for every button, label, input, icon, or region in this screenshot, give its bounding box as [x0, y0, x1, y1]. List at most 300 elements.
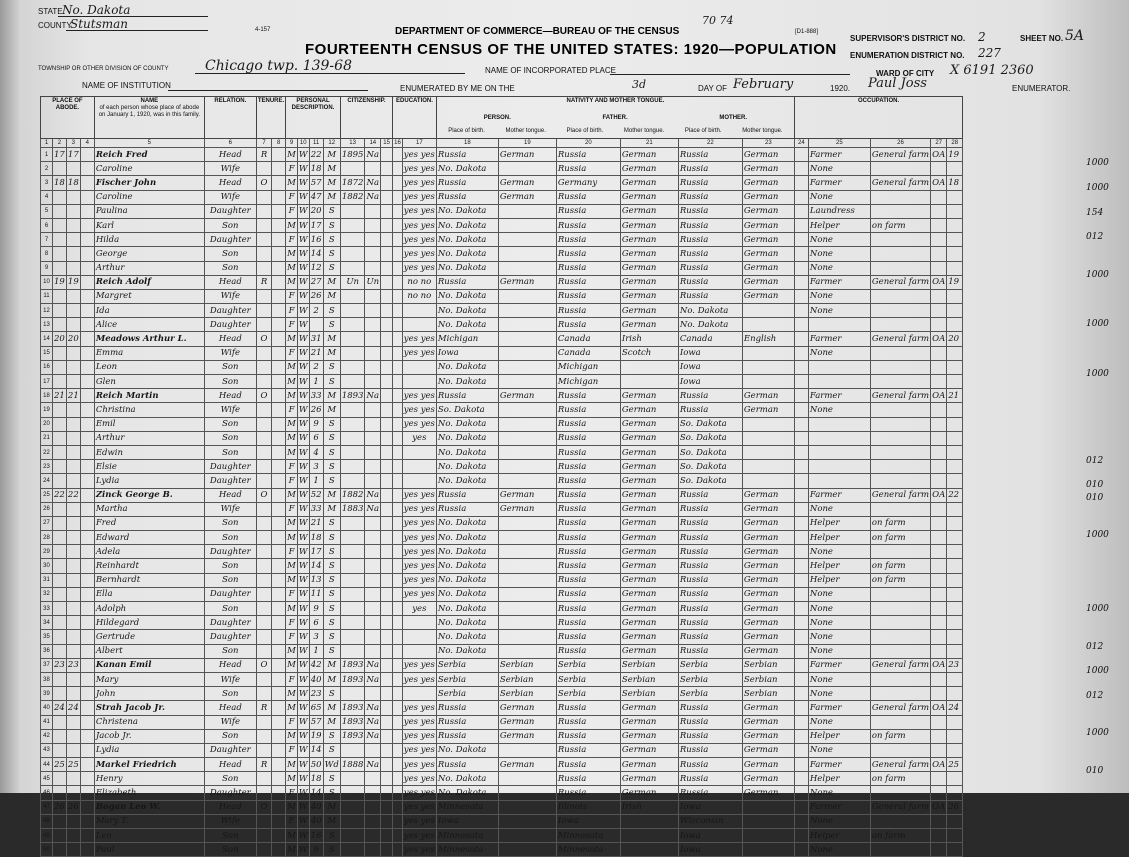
- industry: [870, 460, 930, 474]
- mother-mother-tongue: [742, 318, 794, 332]
- father-birthplace: Russia: [556, 218, 620, 232]
- employment-class: OA: [931, 148, 947, 162]
- margin-code: 1000: [1086, 604, 1109, 615]
- immigration-year: [340, 743, 365, 757]
- father-mother-tongue: German: [620, 786, 678, 800]
- relation: Son: [204, 431, 256, 445]
- industry: [870, 630, 930, 644]
- immigration-year: 1893: [340, 701, 365, 715]
- immigration-year: [340, 772, 365, 786]
- mortgage: [272, 318, 286, 332]
- farm-schedule: [947, 531, 963, 545]
- year-text: 1920.: [830, 84, 851, 93]
- nat-year: [381, 829, 393, 843]
- column-number: 19: [498, 139, 556, 148]
- age: 57: [309, 715, 323, 729]
- hdr-person: PERSON.: [483, 115, 511, 121]
- marital-status: S: [323, 729, 340, 743]
- mortgage: [272, 247, 286, 261]
- sex: F: [286, 460, 298, 474]
- family-number: [66, 616, 80, 630]
- mortgage: [272, 389, 286, 403]
- mother-tongue: [498, 304, 556, 318]
- father-birthplace: Serbia: [556, 687, 620, 701]
- relation: Son: [204, 559, 256, 573]
- mother-birthplace: Serbia: [678, 687, 742, 701]
- speaks-english: [794, 687, 808, 701]
- table-row: [41, 502, 963, 516]
- father-mother-tongue: Serbian: [620, 687, 678, 701]
- industry: [870, 715, 930, 729]
- attended-school: [393, 502, 403, 516]
- mother-tongue: [498, 332, 556, 346]
- attended-school: [393, 204, 403, 218]
- birthplace: Russia: [436, 275, 498, 289]
- literacy: yes yes: [402, 176, 436, 190]
- nat-year: [381, 672, 393, 686]
- literacy: yes yes: [402, 772, 436, 786]
- farm-schedule: 20: [947, 332, 963, 346]
- literacy: yes yes: [402, 587, 436, 601]
- nat-year: [381, 304, 393, 318]
- home-tenure: [256, 190, 271, 204]
- family-number: [66, 346, 80, 360]
- home-tenure: [256, 375, 271, 389]
- sex: M: [286, 516, 298, 530]
- sex: M: [286, 701, 298, 715]
- table-row: [41, 204, 963, 218]
- person-name: Mary: [94, 672, 204, 686]
- dwelling-number: 17: [53, 148, 67, 162]
- marital-status: S: [323, 616, 340, 630]
- sex: F: [286, 233, 298, 247]
- margin-code: 012: [1086, 232, 1104, 243]
- race: W: [297, 502, 309, 516]
- age: 16: [309, 829, 323, 843]
- sheet-label: SHEET NO.: [1020, 34, 1064, 43]
- race: W: [297, 304, 309, 318]
- sex: M: [286, 275, 298, 289]
- mother-tongue: [498, 375, 556, 389]
- race: W: [297, 545, 309, 559]
- street: [80, 289, 94, 303]
- dwelling-number: [53, 630, 67, 644]
- line-number: 13: [41, 318, 53, 332]
- occupation: Farmer: [808, 148, 870, 162]
- race: W: [297, 417, 309, 431]
- immigration-year: [340, 545, 365, 559]
- dwelling-number: [53, 772, 67, 786]
- age: 19: [309, 729, 323, 743]
- relation: Daughter: [204, 587, 256, 601]
- institution-label: NAME OF INSTITUTION: [82, 81, 171, 90]
- mortgage: [272, 403, 286, 417]
- form-number: 4-157: [255, 27, 271, 33]
- occupation: Laundress: [808, 204, 870, 218]
- naturalization: [365, 233, 381, 247]
- farm-schedule: [947, 743, 963, 757]
- relation: Head: [204, 275, 256, 289]
- mother-tongue: [498, 800, 556, 814]
- mother-birthplace: Russia: [678, 743, 742, 757]
- mother-mother-tongue: German: [742, 403, 794, 417]
- dwelling-number: [53, 375, 67, 389]
- speaks-english: [794, 701, 808, 715]
- immigration-year: [340, 531, 365, 545]
- industry: General farm: [870, 758, 930, 772]
- father-birthplace: Russia: [556, 715, 620, 729]
- speaks-english: [794, 644, 808, 658]
- mother-mother-tongue: [742, 800, 794, 814]
- immigration-year: [340, 687, 365, 701]
- occupation: Farmer: [808, 800, 870, 814]
- column-number: 3: [66, 139, 80, 148]
- person-name: Reich Fred: [94, 148, 204, 162]
- sex: M: [286, 360, 298, 374]
- age: 1: [309, 474, 323, 488]
- employment-class: [931, 289, 947, 303]
- home-tenure: [256, 715, 271, 729]
- speaks-english: [794, 843, 808, 857]
- mother-tongue: [498, 318, 556, 332]
- dwelling-number: [53, 814, 67, 828]
- column-number: 24: [794, 139, 808, 148]
- dwelling-number: [53, 743, 67, 757]
- industry: [870, 304, 930, 318]
- farm-schedule: [947, 247, 963, 261]
- marital-status: S: [323, 644, 340, 658]
- father-birthplace: Michigan: [556, 360, 620, 374]
- father-mother-tongue: German: [620, 304, 678, 318]
- immigration-year: 1893: [340, 389, 365, 403]
- age: 6: [309, 431, 323, 445]
- race: W: [297, 332, 309, 346]
- mother-mother-tongue: Serbian: [742, 687, 794, 701]
- line-number: 30: [41, 559, 53, 573]
- birthplace: No. Dakota: [436, 772, 498, 786]
- mother-tongue: [498, 772, 556, 786]
- hdr-pob-3: Place of birth.: [684, 128, 722, 134]
- age: 31: [309, 332, 323, 346]
- line-number: 38: [41, 672, 53, 686]
- mother-mother-tongue: German: [742, 701, 794, 715]
- table-row: [41, 289, 963, 303]
- mother-mother-tongue: German: [742, 644, 794, 658]
- employment-class: [931, 247, 947, 261]
- attended-school: [393, 389, 403, 403]
- attended-school: [393, 602, 403, 616]
- birthplace: No. Dakota: [436, 516, 498, 530]
- birthplace: No. Dakota: [436, 559, 498, 573]
- table-row: [41, 304, 963, 318]
- immigration-year: [340, 587, 365, 601]
- literacy: yes yes: [402, 531, 436, 545]
- family-number: [66, 375, 80, 389]
- nat-year: [381, 218, 393, 232]
- mother-birthplace: Russia: [678, 218, 742, 232]
- literacy: [402, 460, 436, 474]
- father-mother-tongue: German: [620, 758, 678, 772]
- mother-tongue: German: [498, 488, 556, 502]
- street: [80, 488, 94, 502]
- home-tenure: O: [256, 389, 271, 403]
- naturalization: [365, 318, 381, 332]
- incorporated-label: NAME OF INCORPORATED PLACE: [485, 66, 616, 75]
- person-name: John: [94, 687, 204, 701]
- sex: F: [286, 318, 298, 332]
- mother-mother-tongue: German: [742, 218, 794, 232]
- immigration-year: [340, 332, 365, 346]
- margin-code: 010: [1086, 765, 1104, 776]
- father-mother-tongue: German: [620, 545, 678, 559]
- sex: F: [286, 204, 298, 218]
- line-number: 24: [41, 474, 53, 488]
- home-tenure: [256, 531, 271, 545]
- person-name: Caroline: [94, 190, 204, 204]
- speaks-english: [794, 559, 808, 573]
- street: [80, 602, 94, 616]
- table-row: [41, 417, 963, 431]
- speaks-english: [794, 587, 808, 601]
- family-number: [66, 431, 80, 445]
- race: W: [297, 218, 309, 232]
- race: W: [297, 375, 309, 389]
- mother-tongue: [498, 829, 556, 843]
- home-tenure: [256, 346, 271, 360]
- immigration-year: [340, 417, 365, 431]
- mother-birthplace: Russia: [678, 531, 742, 545]
- family-number: [66, 417, 80, 431]
- column-number: 22: [678, 139, 742, 148]
- farm-schedule: [947, 218, 963, 232]
- father-mother-tongue: [620, 375, 678, 389]
- column-number: 17: [402, 139, 436, 148]
- speaks-english: [794, 758, 808, 772]
- age: 17: [309, 545, 323, 559]
- mortgage: [272, 829, 286, 843]
- age: 14: [309, 247, 323, 261]
- mother-tongue: [498, 531, 556, 545]
- column-number: 23: [742, 139, 794, 148]
- family-number: [66, 829, 80, 843]
- age: 1: [309, 375, 323, 389]
- dwelling-number: [53, 545, 67, 559]
- age: 40: [309, 800, 323, 814]
- line-number: 18: [41, 389, 53, 403]
- mother-mother-tongue: [742, 474, 794, 488]
- age: 9: [309, 417, 323, 431]
- family-number: [66, 474, 80, 488]
- age: 50: [309, 758, 323, 772]
- mortgage: [272, 375, 286, 389]
- birthplace: Russia: [436, 176, 498, 190]
- industry: [870, 616, 930, 630]
- home-tenure: R: [256, 148, 271, 162]
- mother-mother-tongue: German: [742, 602, 794, 616]
- mother-mother-tongue: [742, 460, 794, 474]
- mortgage: [272, 701, 286, 715]
- industry: General farm: [870, 332, 930, 346]
- father-birthplace: Russia: [556, 701, 620, 715]
- farm-schedule: [947, 346, 963, 360]
- relation: Son: [204, 687, 256, 701]
- line-number: 4: [41, 190, 53, 204]
- hdr-citizenship: CITIZENSHIP.: [340, 97, 392, 139]
- attended-school: [393, 743, 403, 757]
- nat-year: [381, 531, 393, 545]
- sex: M: [286, 843, 298, 857]
- column-number: 16: [394, 139, 401, 146]
- naturalization: [365, 786, 381, 800]
- person-name: Alice: [94, 318, 204, 332]
- column-number: 5: [94, 139, 204, 148]
- family-number: [66, 687, 80, 701]
- home-tenure: [256, 616, 271, 630]
- dwelling-number: [53, 531, 67, 545]
- relation: Daughter: [204, 545, 256, 559]
- person-name: Karl: [94, 218, 204, 232]
- employment-class: [931, 545, 947, 559]
- speaks-english: [794, 318, 808, 332]
- mother-birthplace: Russia: [678, 233, 742, 247]
- father-mother-tongue: Serbian: [620, 672, 678, 686]
- literacy: yes yes: [402, 346, 436, 360]
- mortgage: [272, 843, 286, 857]
- speaks-english: [794, 190, 808, 204]
- dwelling-number: [53, 204, 67, 218]
- immigration-year: 1895: [340, 148, 365, 162]
- mother-tongue: German: [498, 190, 556, 204]
- home-tenure: [256, 729, 271, 743]
- nat-year: [381, 786, 393, 800]
- nat-year: [381, 545, 393, 559]
- marital-status: S: [323, 218, 340, 232]
- industry: on farm: [870, 772, 930, 786]
- employment-class: [931, 360, 947, 374]
- industry: [870, 261, 930, 275]
- race: W: [297, 687, 309, 701]
- line-number: 29: [41, 545, 53, 559]
- mother-mother-tongue: German: [742, 545, 794, 559]
- age: 3: [309, 630, 323, 644]
- father-mother-tongue: German: [620, 176, 678, 190]
- margin-code: 1000: [1086, 368, 1109, 379]
- sex: M: [286, 602, 298, 616]
- occupation: None: [808, 233, 870, 247]
- mother-birthplace: Russia: [678, 275, 742, 289]
- father-mother-tongue: German: [620, 743, 678, 757]
- table-row: [41, 616, 963, 630]
- hdr-nativity-title: NATIVITY AND MOTHER TONGUE.: [566, 98, 665, 104]
- person-name: Lydia: [94, 743, 204, 757]
- birthplace: No. Dakota: [436, 318, 498, 332]
- occupation: None: [808, 644, 870, 658]
- sex: F: [286, 743, 298, 757]
- dwelling-number: [53, 729, 67, 743]
- mortgage: [272, 644, 286, 658]
- immigration-year: [340, 304, 365, 318]
- race: W: [297, 814, 309, 828]
- dwelling-number: [53, 786, 67, 800]
- relation: Son: [204, 417, 256, 431]
- occupation: None: [808, 602, 870, 616]
- marital-status: S: [323, 786, 340, 800]
- dwelling-number: [53, 233, 67, 247]
- farm-schedule: [947, 375, 963, 389]
- relation: Daughter: [204, 233, 256, 247]
- literacy: yes yes: [402, 701, 436, 715]
- farm-schedule: 21: [947, 389, 963, 403]
- person-name: Emil: [94, 417, 204, 431]
- employment-class: [931, 346, 947, 360]
- mother-mother-tongue: German: [742, 176, 794, 190]
- birthplace: No. Dakota: [436, 417, 498, 431]
- marital-status: M: [323, 148, 340, 162]
- person-name: Strah Jacob Jr.: [94, 701, 204, 715]
- relation: Head: [204, 800, 256, 814]
- sex: M: [286, 800, 298, 814]
- employment-class: [931, 162, 947, 176]
- dwelling-number: [53, 474, 67, 488]
- age: 14: [309, 743, 323, 757]
- mother-birthplace: Serbia: [678, 658, 742, 672]
- farm-schedule: [947, 729, 963, 743]
- father-mother-tongue: German: [620, 204, 678, 218]
- birthplace: No. Dakota: [436, 602, 498, 616]
- age: 18: [309, 772, 323, 786]
- birthplace: Russia: [436, 502, 498, 516]
- marital-status: M: [323, 162, 340, 176]
- mother-mother-tongue: German: [742, 389, 794, 403]
- age: [309, 318, 323, 332]
- relation: Head: [204, 389, 256, 403]
- age: 9: [309, 843, 323, 857]
- home-tenure: [256, 233, 271, 247]
- employment-class: [931, 573, 947, 587]
- home-tenure: [256, 587, 271, 601]
- family-number: 25: [66, 758, 80, 772]
- line-number: 9: [41, 261, 53, 275]
- mother-mother-tongue: German: [742, 715, 794, 729]
- mother-tongue: [498, 545, 556, 559]
- birthplace: No. Dakota: [436, 531, 498, 545]
- farm-schedule: [947, 672, 963, 686]
- employment-class: [931, 729, 947, 743]
- naturalization: [365, 559, 381, 573]
- mother-birthplace: Iowa: [678, 346, 742, 360]
- employment-class: OA: [931, 758, 947, 772]
- margin-code: 154: [1086, 207, 1104, 218]
- mother-tongue: German: [498, 729, 556, 743]
- speaks-english: [794, 346, 808, 360]
- naturalization: [365, 814, 381, 828]
- table-row: [41, 360, 963, 374]
- relation: Wife: [204, 814, 256, 828]
- occupation: None: [808, 261, 870, 275]
- column-number: 8: [272, 139, 286, 148]
- industry: on farm: [870, 829, 930, 843]
- farm-schedule: [947, 460, 963, 474]
- industry: [870, 743, 930, 757]
- dwelling-number: [53, 360, 67, 374]
- home-tenure: O: [256, 658, 271, 672]
- father-birthplace: Russia: [556, 162, 620, 176]
- line-number: 39: [41, 687, 53, 701]
- mother-birthplace: Russia: [678, 204, 742, 218]
- attended-school: [393, 843, 403, 857]
- marital-status: S: [323, 843, 340, 857]
- person-name: George: [94, 247, 204, 261]
